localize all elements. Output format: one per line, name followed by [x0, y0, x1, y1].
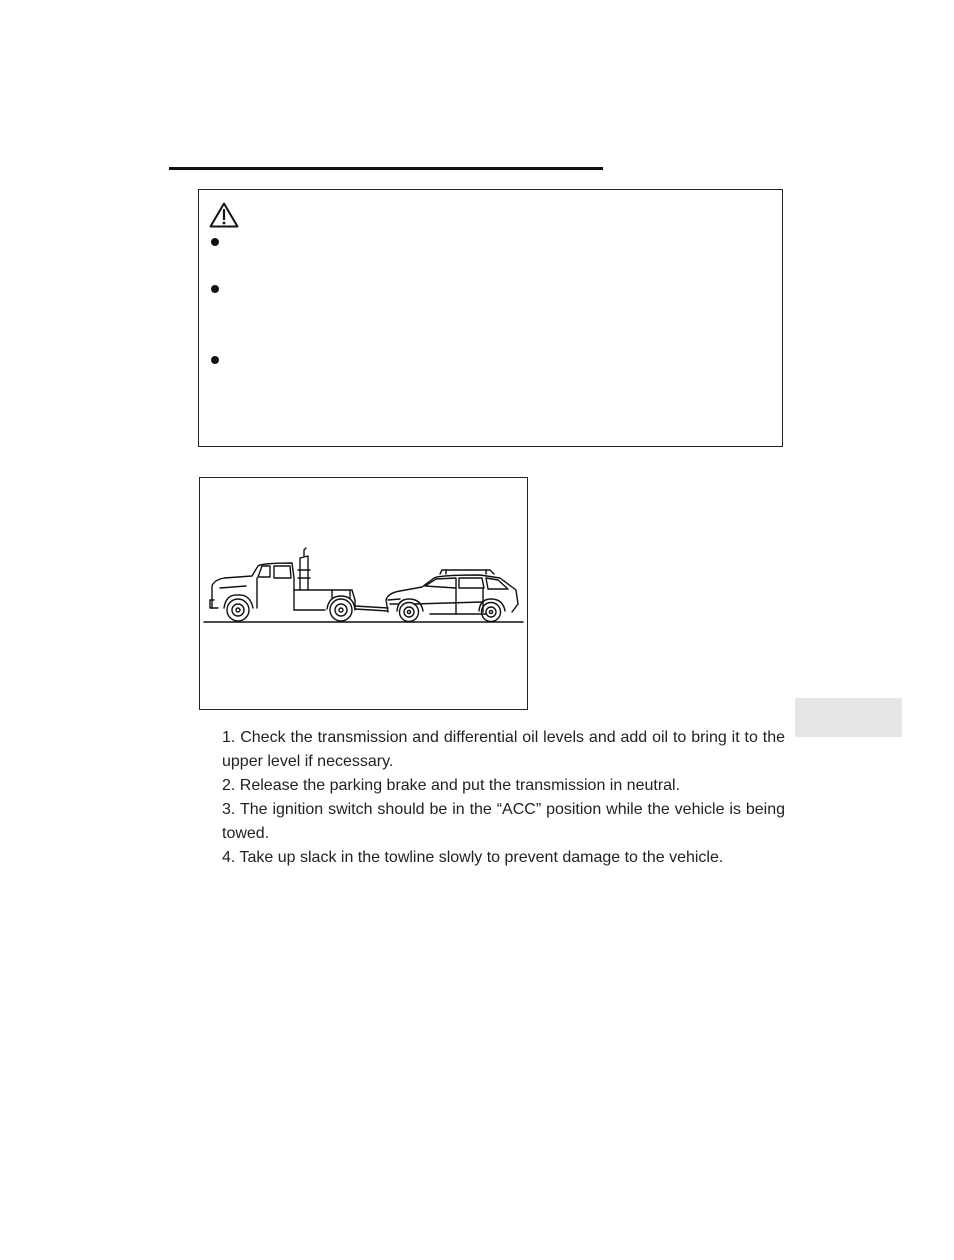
warning-bullet-1	[211, 238, 219, 246]
tow-truck	[210, 548, 388, 621]
step-4: 4. Take up slack in the towline slowly to prevent damage to the vehicle.	[222, 849, 724, 866]
warning-bullet-3	[211, 356, 219, 364]
towing-steps	[222, 726, 785, 870]
step-2: 2. Release the parking brake and put the transmission in neutral.	[222, 777, 681, 794]
towed-car	[386, 570, 518, 622]
chapter-tab	[795, 698, 902, 737]
step-3: 3. The ignition switch should be in the “ACC” position while the vehicle is being towed.	[222, 801, 785, 842]
step-1: 1. Check the transmission and differential oil levels and add oil to bring it to the upper level if necessary.	[222, 729, 785, 770]
warning-box	[198, 189, 783, 447]
section-title-rule	[169, 167, 603, 170]
warning-bullet-2	[211, 285, 219, 293]
tow-truck-towing-car-drawing	[200, 478, 527, 709]
warning-triangle-icon	[209, 202, 239, 228]
towing-illustration	[199, 477, 528, 710]
